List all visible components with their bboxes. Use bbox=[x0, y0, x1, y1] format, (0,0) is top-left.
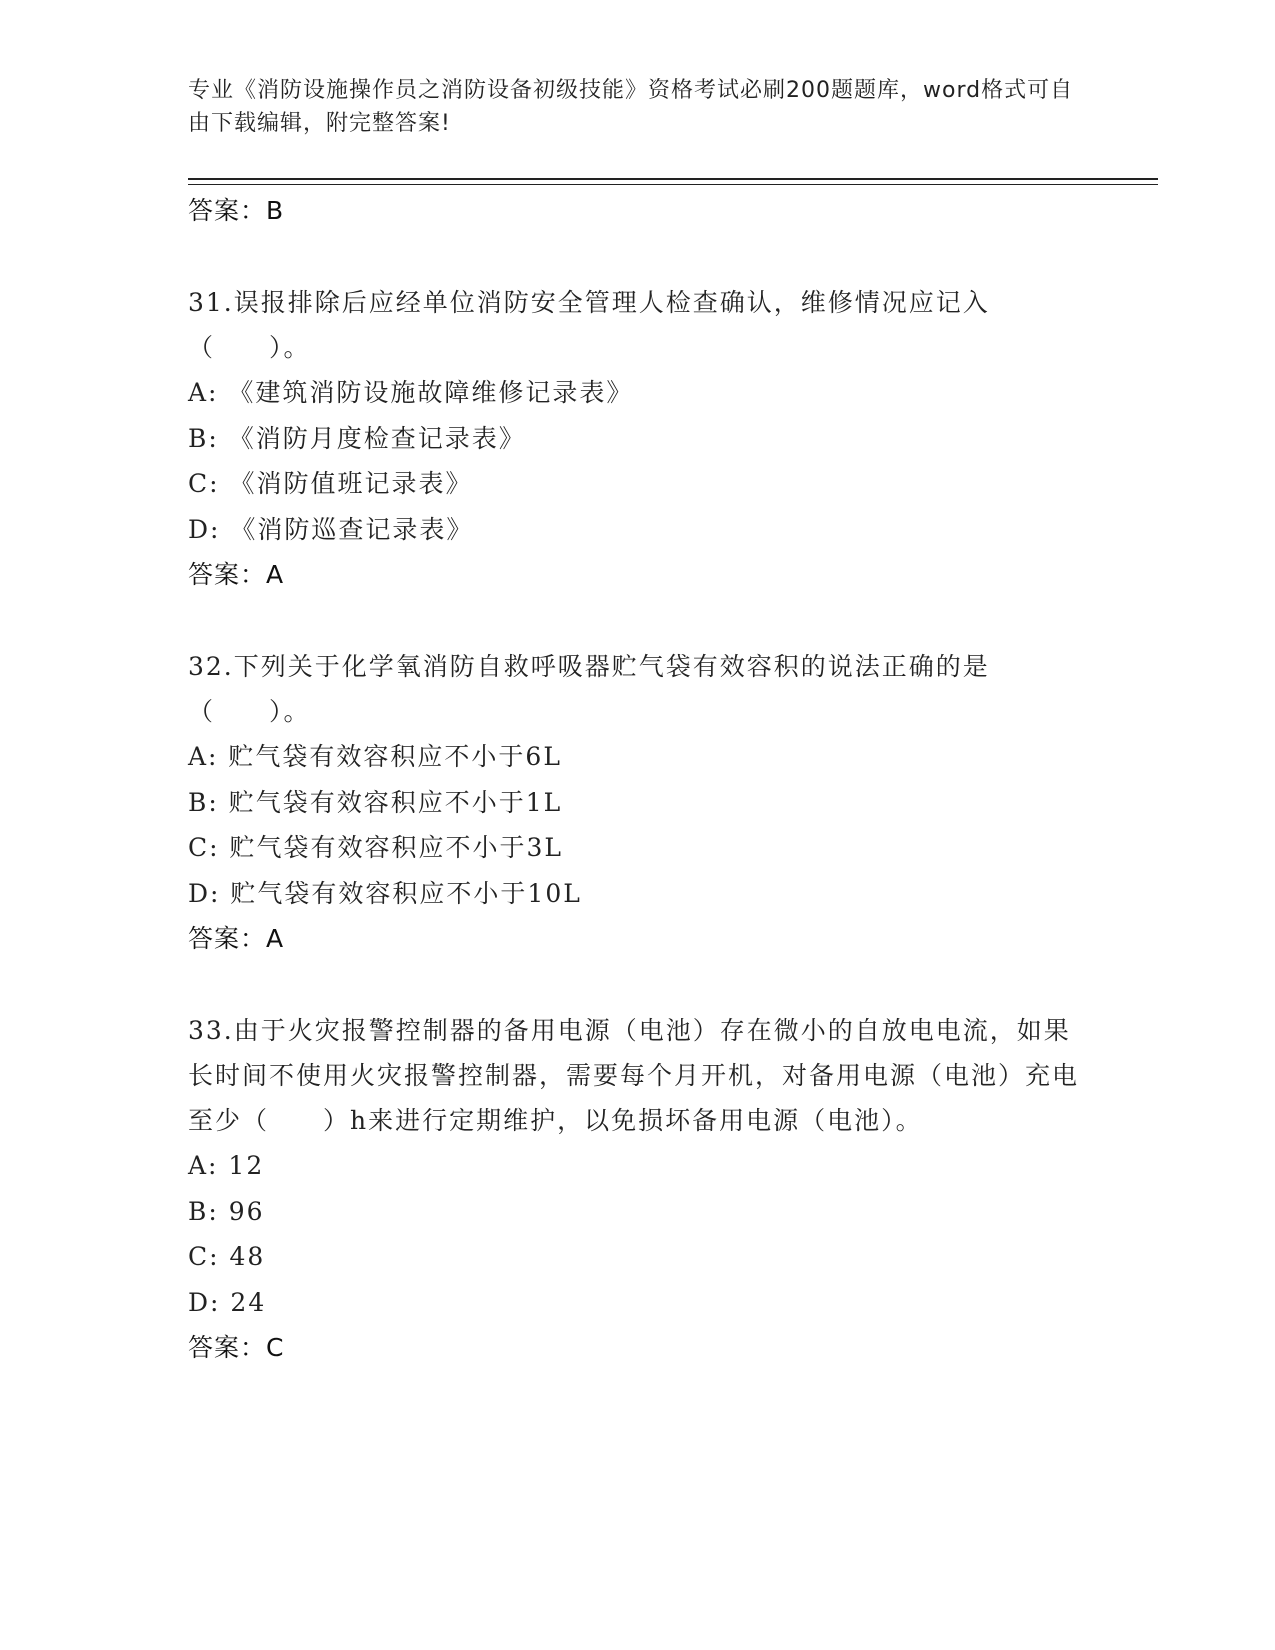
option-b: B: 贮气袋有效容积应不小于1L bbox=[188, 787, 563, 817]
option-d: D: 贮气袋有效容积应不小于10L bbox=[188, 878, 582, 908]
question-stem: 32.下列关于化学氧消防自救呼吸器贮气袋有效容积的说法正确的是（ ）。 bbox=[188, 652, 990, 726]
question-answer: 答案：A bbox=[188, 560, 285, 589]
option-a: A: 贮气袋有效容积应不小于6L bbox=[188, 742, 562, 771]
option-d: D: 24 bbox=[188, 1287, 267, 1317]
question-33 bbox=[188, 1008, 1088, 1371]
option-d: D: 《消防巡查记录表》 bbox=[188, 514, 474, 544]
question-stem: 33.由于火灾报警控制器的备用电源（电池）存在微小的自放电电流，如果长时间不使用火灾报警控制器，需要每个月开机，对备用电源（电池）充电至少（ ）h来进行定期维护，以免损坏备用电源（电池）。 bbox=[188, 1016, 1080, 1135]
header-rule bbox=[188, 178, 1158, 180]
option-b: B: 96 bbox=[188, 1196, 265, 1226]
option-b: B: 《消防月度检查记录表》 bbox=[188, 423, 526, 453]
option-c: C: 贮气袋有效容积应不小于3L bbox=[188, 833, 564, 862]
question-32 bbox=[188, 644, 1088, 962]
question-list bbox=[188, 188, 1088, 1371]
header-rule-thin bbox=[188, 184, 1158, 185]
option-c: C: 48 bbox=[188, 1242, 266, 1271]
question-answer: 答案：A bbox=[188, 924, 285, 953]
question-answer: 答案：C bbox=[188, 1333, 285, 1362]
question-stem: 31.误报排除后应经单位消防安全管理人检查确认，维修情况应记入（ ）。 bbox=[188, 288, 990, 362]
question-31 bbox=[188, 280, 1088, 598]
option-c: C: 《消防值班记录表》 bbox=[188, 469, 473, 498]
previous-answer: 答案：B bbox=[188, 196, 285, 225]
document-header: 专业《消防设施操作员之消防设备初级技能》资格考试必刷200题题库，word格式可自由下载编辑，附完整答案! bbox=[188, 78, 1074, 136]
option-a: A: 《建筑消防设施故障维修记录表》 bbox=[188, 378, 634, 407]
option-a: A: 12 bbox=[188, 1151, 265, 1180]
